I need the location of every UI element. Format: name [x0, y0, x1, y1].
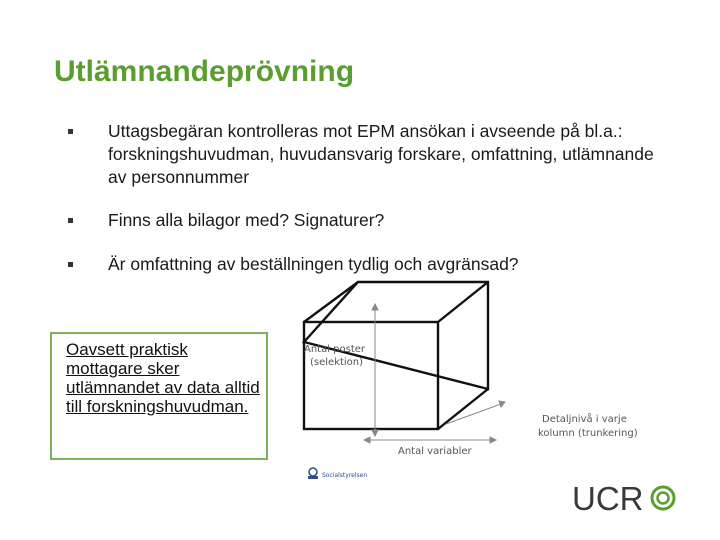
arrow-down-icon	[372, 430, 378, 436]
ucr-logo-inner-ring-icon	[658, 493, 669, 504]
socialstyrelsen-logo	[308, 468, 367, 479]
ucr-logo	[572, 478, 682, 518]
square-bullet-icon	[68, 262, 73, 267]
label-detail-2: kolumn (trunkering)	[538, 428, 638, 439]
cube-front-face	[304, 322, 438, 429]
bullet-item	[68, 209, 668, 232]
square-bullet-icon	[68, 129, 73, 134]
arrow-diagonal-head-icon	[499, 401, 505, 407]
bullet-list	[68, 120, 668, 276]
square-bullet-icon	[68, 218, 73, 223]
page-title: Utlämnandeprövning	[54, 55, 355, 88]
cube-edge-top-right	[438, 282, 488, 322]
bullet-text: Finns alla bilagor med? Signaturer?	[108, 210, 385, 230]
arrows	[364, 304, 505, 443]
cube-back-outline	[304, 282, 488, 389]
socialstyrelsen-label: Socialstyrelsen	[322, 472, 368, 479]
arrow-diagonal	[446, 404, 501, 424]
bullet-item	[68, 120, 668, 189]
bullet-text: Uttagsbegäran kontrolleras mot EPM ansökan i avseende på bl.a.: forskningshuvudman, huvudansvarig forskare, omfattning, utlämnande av personnummer	[108, 121, 654, 187]
ucr-logo-text: UCR	[572, 480, 644, 517]
data-cube-diagram	[296, 274, 646, 486]
note-box	[50, 332, 268, 460]
label-detail-1: Detaljnivå i varje	[542, 414, 627, 425]
bullet-text: Är omfattning av beställningen tydlig och avgränsad?	[108, 254, 519, 274]
label-variables: Antal variabler	[398, 446, 472, 457]
arrow-right-icon	[490, 437, 496, 443]
cube-edge-top-left	[304, 282, 358, 322]
arrow-up-icon	[372, 304, 378, 310]
label-posts-2: (selektion)	[310, 357, 364, 368]
cube-edge-bottom-right	[438, 389, 488, 429]
ucr-logo-ring-icon	[652, 487, 674, 509]
note-text: Oavsett praktisk mottagare sker utlämnandet av data alltid till forskningshuvudman.	[66, 340, 260, 416]
label-posts-1: Antal poster	[304, 344, 366, 355]
arrow-left-icon	[364, 437, 370, 443]
bullet-item	[68, 253, 668, 276]
socialstyrelsen-emblem-icon	[309, 468, 317, 476]
cube-icon	[304, 282, 488, 429]
